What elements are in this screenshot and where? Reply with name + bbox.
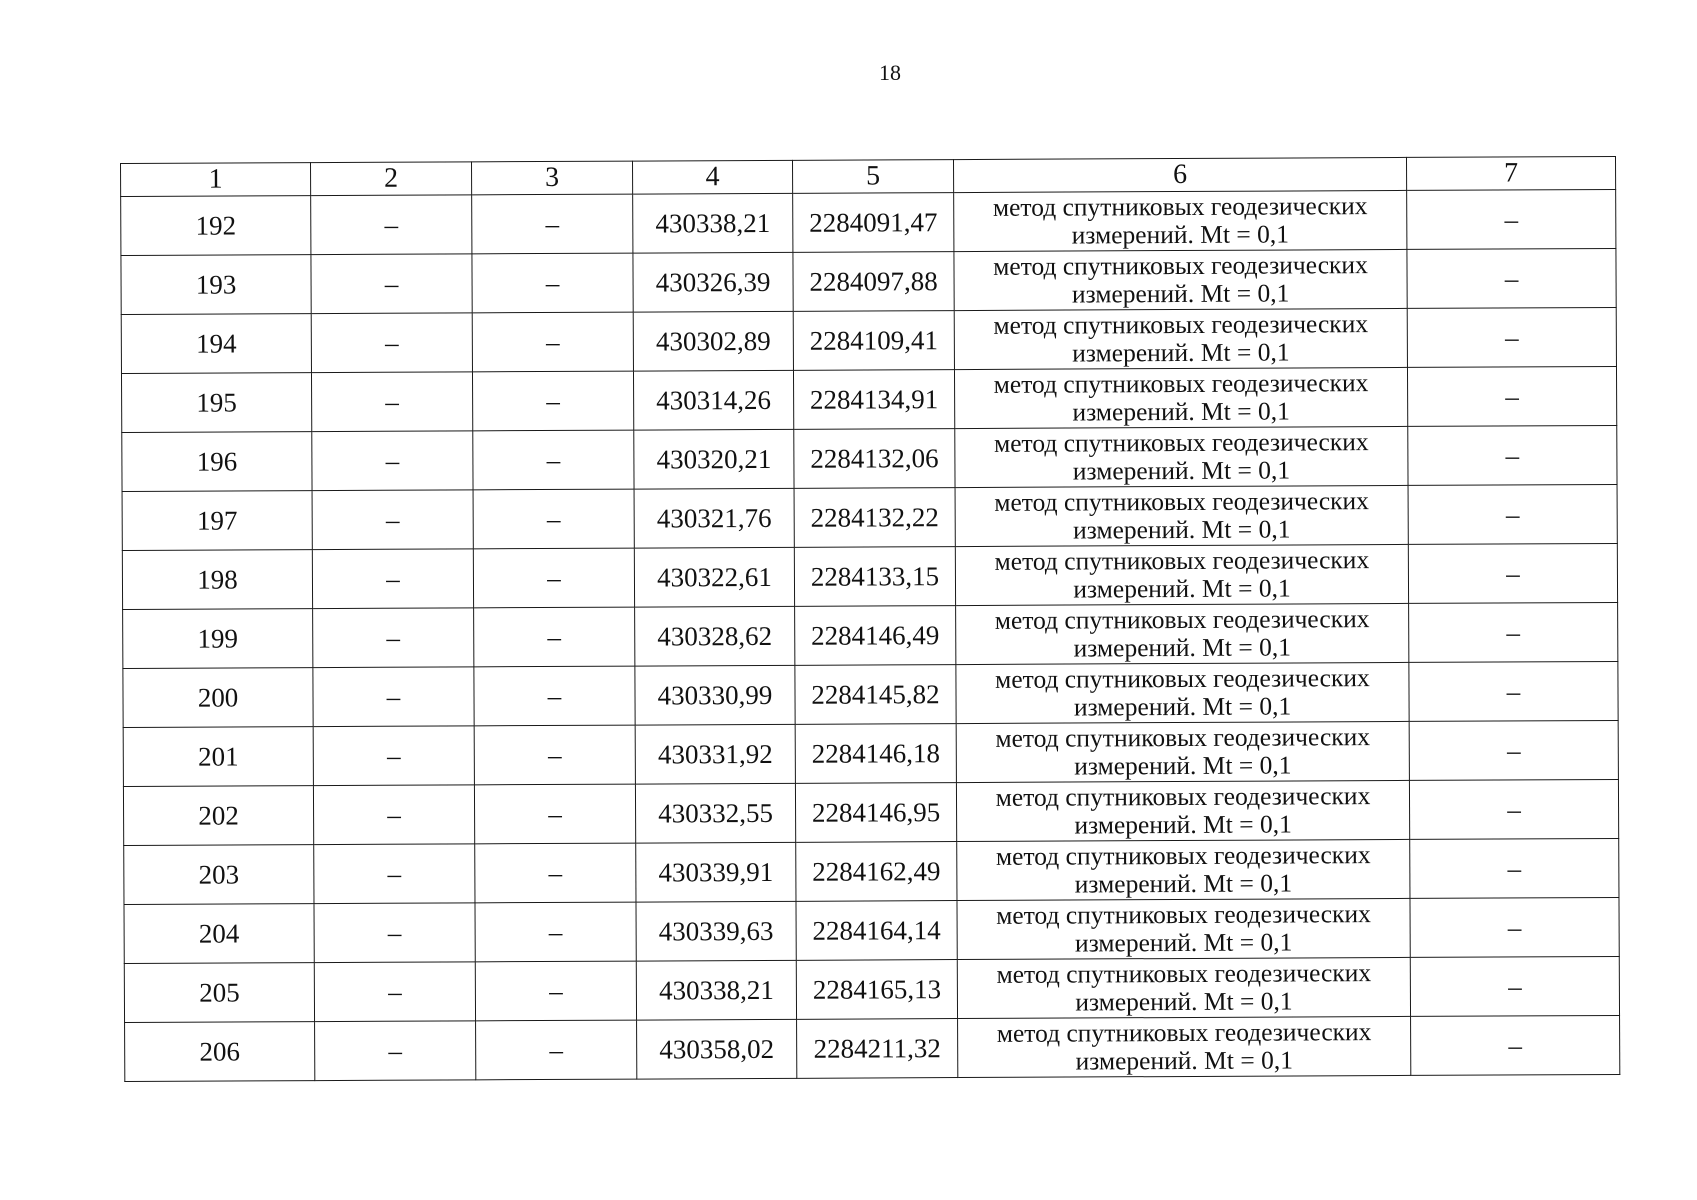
method-line-2: измерений. Mt = 0,1	[1075, 1045, 1293, 1076]
column-3-cell: –	[474, 607, 635, 667]
column-7-cell: –	[1407, 366, 1616, 426]
column-7-cell: –	[1408, 484, 1617, 544]
x-coordinate-cell: 430302,89	[633, 311, 793, 371]
column-header-5: 5	[792, 160, 953, 194]
point-number-cell: 192	[121, 196, 311, 256]
y-coordinate-cell: 2284133,15	[794, 547, 955, 607]
column-3-cell: –	[475, 902, 636, 962]
method-line-2: измерений. Mt = 0,1	[1074, 809, 1292, 840]
point-number-cell: 204	[124, 904, 314, 964]
y-coordinate-cell: 2284162,49	[796, 842, 957, 902]
point-number-cell: 198	[122, 550, 312, 610]
x-coordinate-cell: 430339,91	[636, 842, 796, 902]
column-3-cell: –	[474, 784, 635, 844]
point-number-cell: 199	[123, 609, 313, 669]
method-line-2: измерений. Mt = 0,1	[1073, 573, 1291, 604]
method-line-1: метод спутниковых геодезических	[993, 250, 1368, 281]
method-line-1: метод спутниковых геодезических	[993, 427, 1369, 458]
x-coordinate-cell: 430320,21	[634, 429, 794, 489]
method-line-2: измерений. Mt = 0,1	[1074, 927, 1293, 958]
method-line-2: измерений. Mt = 0,1	[1072, 337, 1290, 368]
method-line-1: метод спутниковых геодезических	[995, 840, 1371, 871]
method-line-2: измерений. Mt = 0,1	[1072, 396, 1290, 427]
method-line-1: метод спутниковых геодезических	[993, 368, 1369, 399]
method-cell	[956, 780, 1409, 841]
y-coordinate-cell: 2284134,91	[793, 370, 954, 430]
method-line-2: измерений. Mt = 0,1	[1071, 278, 1290, 309]
column-2-cell: –	[311, 254, 472, 314]
point-number-cell: 194	[121, 314, 311, 374]
point-number-cell: 197	[122, 491, 312, 551]
column-2-cell: –	[313, 667, 474, 727]
column-3-cell: –	[473, 489, 634, 549]
table-row	[125, 1015, 1620, 1081]
x-coordinate-cell: 430314,26	[633, 370, 793, 430]
table-row	[124, 838, 1619, 904]
method-line-1: метод спутниковых геодезических	[996, 958, 1372, 989]
method-cell	[956, 721, 1409, 782]
method-line-1: метод спутниковых геодезических	[994, 604, 1370, 635]
column-7-cell: –	[1409, 720, 1618, 780]
column-2-cell: –	[312, 431, 473, 491]
column-7-cell: –	[1410, 838, 1619, 898]
x-coordinate-cell: 430328,62	[635, 606, 795, 666]
column-2-cell: –	[313, 726, 474, 786]
y-coordinate-cell: 2284146,95	[795, 783, 956, 843]
method-line-2: измерений. Mt = 0,1	[1072, 455, 1291, 486]
column-2-cell: –	[314, 903, 475, 963]
column-2-cell: –	[312, 549, 473, 609]
column-7-cell: –	[1408, 543, 1617, 603]
column-2-cell: –	[313, 785, 474, 845]
method-line-1: метод спутниковых геодезических	[994, 545, 1370, 576]
column-2-cell: –	[312, 490, 473, 550]
column-7-cell: –	[1409, 602, 1618, 662]
point-number-cell: 203	[124, 845, 314, 905]
column-header-6: 6	[953, 157, 1406, 192]
column-3-cell: –	[475, 961, 636, 1021]
method-cell	[957, 957, 1410, 1018]
y-coordinate-cell: 2284097,88	[793, 252, 954, 312]
table-row	[121, 248, 1616, 314]
y-coordinate-cell: 2284145,82	[795, 665, 956, 725]
column-7-cell: –	[1409, 779, 1618, 839]
x-coordinate-cell: 430331,92	[635, 724, 795, 784]
method-cell	[958, 1016, 1411, 1077]
table-row	[124, 897, 1619, 963]
y-coordinate-cell: 2284211,32	[797, 1019, 958, 1079]
coordinates-table	[120, 156, 1620, 1082]
point-number-cell: 193	[121, 255, 311, 315]
method-line-1: метод спутниковых геодезических	[992, 191, 1368, 222]
method-line-2: измерений. Mt = 0,1	[1074, 750, 1292, 781]
method-line-2: измерений. Mt = 0,1	[1075, 986, 1293, 1017]
column-header-3: 3	[471, 161, 632, 195]
point-number-cell: 202	[123, 786, 313, 846]
method-line-1: метод спутниковых геодезических	[996, 1017, 1372, 1048]
column-2-cell: –	[314, 962, 475, 1022]
column-2-cell: –	[315, 1021, 476, 1081]
x-coordinate-cell: 430322,61	[634, 547, 794, 607]
x-coordinate-cell: 430330,99	[635, 665, 795, 725]
x-coordinate-cell: 430321,76	[634, 488, 794, 548]
method-cell	[957, 839, 1410, 900]
column-7-cell: –	[1410, 897, 1619, 957]
x-coordinate-cell: 430338,21	[633, 193, 793, 253]
table-row	[122, 484, 1617, 550]
method-cell	[955, 544, 1408, 605]
method-line-2: измерений. Mt = 0,1	[1073, 691, 1292, 722]
x-coordinate-cell: 430332,55	[635, 783, 795, 843]
y-coordinate-cell: 2284146,49	[795, 606, 956, 666]
column-2-cell: –	[311, 313, 472, 373]
method-cell	[956, 662, 1409, 723]
point-number-cell: 205	[124, 963, 314, 1023]
point-number-cell: 201	[123, 727, 313, 787]
column-3-cell: –	[475, 843, 636, 903]
point-number-cell: 196	[122, 432, 312, 492]
column-3-cell: –	[472, 312, 633, 372]
table-row	[123, 720, 1618, 786]
table-body	[121, 189, 1620, 1081]
column-3-cell: –	[476, 1020, 637, 1080]
method-cell	[954, 367, 1407, 428]
method-line-2: измерений. Mt = 0,1	[1072, 514, 1291, 545]
y-coordinate-cell: 2284132,22	[794, 488, 955, 548]
column-3-cell: –	[472, 194, 633, 254]
point-number-cell: 206	[125, 1022, 315, 1082]
column-3-cell: –	[472, 253, 633, 313]
table-row	[123, 661, 1618, 727]
y-coordinate-cell: 2284165,13	[796, 960, 957, 1020]
x-coordinate-cell: 430358,02	[637, 1019, 797, 1079]
column-3-cell: –	[473, 430, 634, 490]
column-header-4: 4	[632, 160, 792, 194]
method-cell	[954, 190, 1407, 251]
table-row	[122, 425, 1617, 491]
column-3-cell: –	[473, 548, 634, 608]
table-row	[124, 956, 1619, 1022]
y-coordinate-cell: 2284132,06	[794, 429, 955, 489]
method-line-1: метод спутниковых геодезических	[995, 781, 1371, 812]
table-row	[121, 189, 1616, 255]
column-header-2: 2	[311, 162, 472, 196]
method-line-1: метод спутниковых геодезических	[995, 722, 1371, 753]
y-coordinate-cell: 2284091,47	[793, 193, 954, 253]
method-line-2: измерений. Mt = 0,1	[1074, 868, 1293, 899]
table-row	[123, 779, 1618, 845]
column-7-cell: –	[1408, 425, 1617, 485]
column-header-1: 1	[121, 163, 311, 197]
method-line-1: метод спутниковых геодезических	[995, 663, 1370, 694]
x-coordinate-cell: 430338,21	[636, 960, 796, 1020]
method-cell	[954, 249, 1407, 310]
y-coordinate-cell: 2284164,14	[796, 901, 957, 961]
column-7-cell: –	[1407, 248, 1616, 308]
method-line-1: метод спутниковых геодезических	[994, 486, 1369, 517]
table-row	[123, 602, 1618, 668]
column-7-cell: –	[1410, 956, 1619, 1016]
point-number-cell: 195	[121, 373, 311, 433]
column-7-cell: –	[1411, 1015, 1620, 1075]
page-number: 18	[879, 60, 901, 85]
column-7-cell: –	[1407, 189, 1616, 249]
column-3-cell: –	[474, 725, 635, 785]
column-2-cell: –	[314, 844, 475, 904]
column-7-cell: –	[1407, 307, 1616, 367]
table-row	[122, 543, 1617, 609]
table-row	[121, 307, 1616, 373]
method-cell	[954, 308, 1407, 369]
column-header-7: 7	[1406, 156, 1615, 190]
method-line-2: измерений. Mt = 0,1	[1071, 219, 1290, 250]
method-cell	[955, 426, 1408, 487]
method-line-2: измерений. Mt = 0,1	[1073, 632, 1292, 663]
column-3-cell: –	[472, 371, 633, 431]
y-coordinate-cell: 2284109,41	[793, 311, 954, 371]
y-coordinate-cell: 2284146,18	[795, 724, 956, 784]
x-coordinate-cell: 430326,39	[633, 252, 793, 312]
method-cell	[955, 485, 1408, 546]
method-cell	[957, 898, 1410, 959]
column-2-cell: –	[313, 608, 474, 668]
method-line-1: метод спутниковых геодезических	[993, 309, 1369, 340]
column-3-cell: –	[474, 666, 635, 726]
method-cell	[956, 603, 1409, 664]
column-2-cell: –	[311, 372, 472, 432]
column-7-cell: –	[1409, 661, 1618, 721]
method-line-1: метод спутниковых геодезических	[996, 899, 1371, 930]
column-2-cell: –	[311, 195, 472, 255]
table-row	[121, 366, 1616, 432]
x-coordinate-cell: 430339,63	[636, 901, 796, 961]
point-number-cell: 200	[123, 668, 313, 728]
